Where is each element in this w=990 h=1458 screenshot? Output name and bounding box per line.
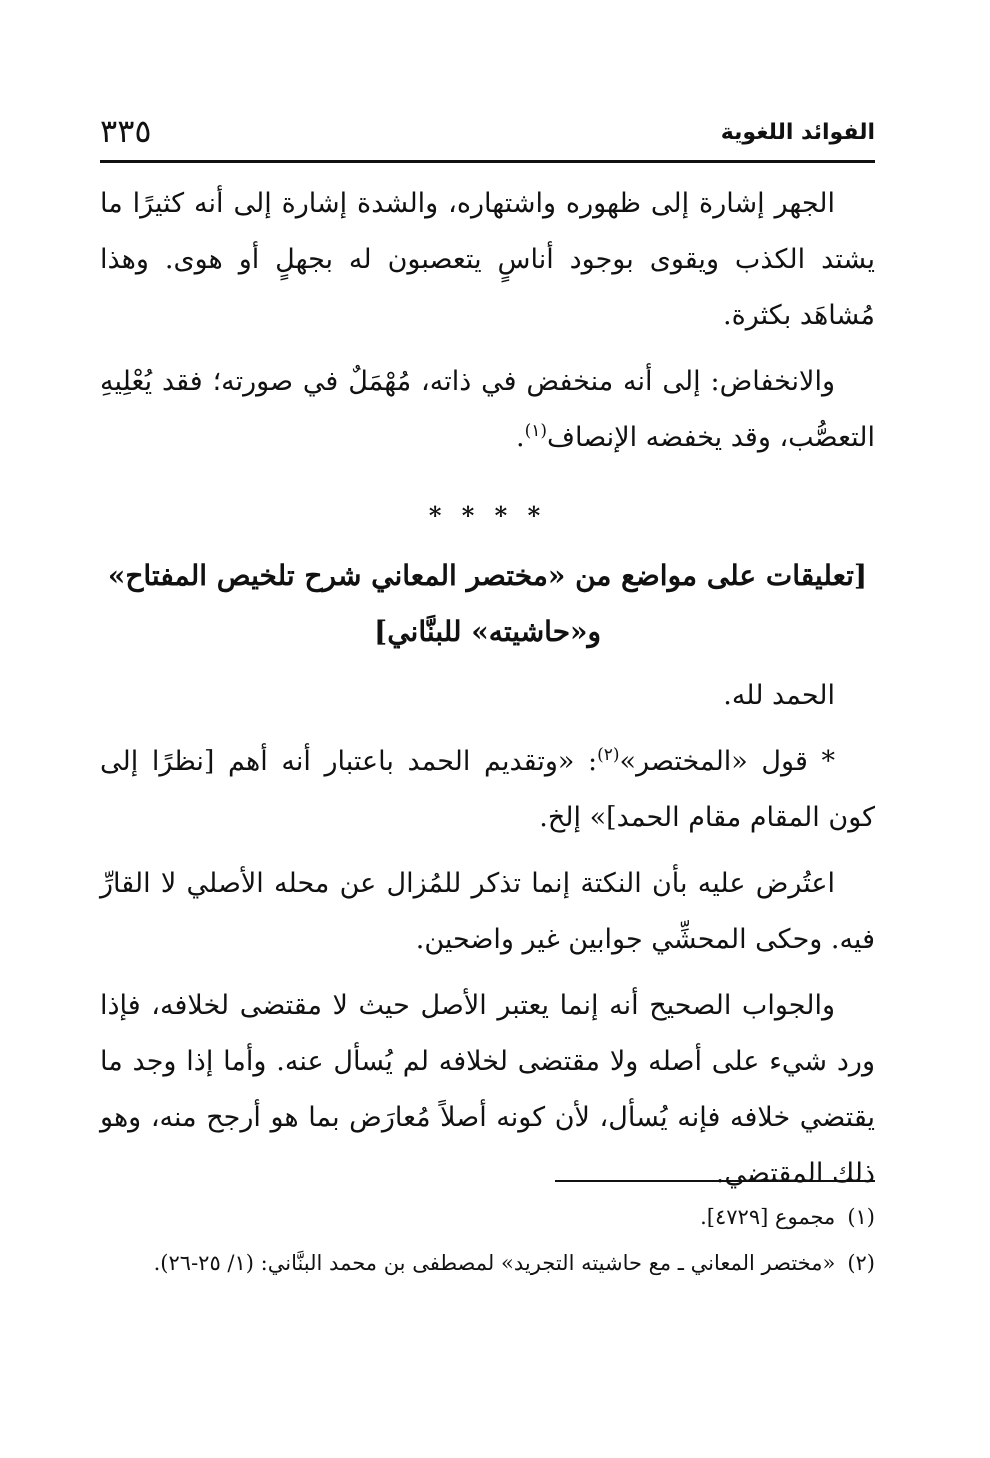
main-text <box>100 176 875 1212</box>
footnote-separator <box>555 1180 875 1182</box>
section-heading <box>100 548 875 660</box>
page-header <box>100 112 875 158</box>
header-rule <box>100 160 875 163</box>
paragraph-4-rest: : «وتقديم الحمد باعتبار أنه أهم [نظرًا إلى كون المقام مقام الحمد]» إلخ. <box>100 746 875 833</box>
footnote-text: «مختصر المعاني ـ مع حاشيته التجريد» لمصطفى بن محمد البنَّاني: (١/ ٢٥-٢٦). <box>153 1251 836 1275</box>
paragraph-3: الحمد لله. <box>723 680 835 711</box>
footnote-number: (١) <box>847 1205 875 1229</box>
paragraph-2-end: . <box>516 422 525 453</box>
paragraph-4-start: * قول «المختصر» <box>619 746 835 777</box>
paragraph-5: اعتُرض عليه بأن النكتة إنما تذكر للمُزال عن محله الأصلي لا القارِّ فيه. وحكى المحشِّي جوابين غير واضحين. <box>100 868 875 955</box>
section-separator: * * * * <box>428 501 547 530</box>
paragraph-4 <box>100 734 875 846</box>
footnote-text: مجموع [٤٧٢٩]. <box>700 1205 836 1229</box>
paragraph-6: والجواب الصحيح أنه إنما يعتبر الأصل حيث لا مقتضى لخلافه، فإذا ورد شيء على أصله ولا مقتضى لخلافه لم يُسأل عنه. وأما إذا وجد ما يقتضي خلافه فإنه يُسأل، لأن كونه أصلاً مُعارَض بما هو أرجح منه، وهو ذلك المقتضي. <box>100 990 875 1189</box>
footnote-ref-2: (٢) <box>597 745 620 765</box>
footnote-2 <box>100 1240 875 1286</box>
footnote-1 <box>100 1194 875 1240</box>
footnotes <box>100 1194 875 1286</box>
paragraph-1: الجهر إشارة إلى ظهوره واشتهاره، والشدة إشارة إلى أنه كثيرًا ما يشتد الكذب ويقوى بوجود أناسٍ يتعصبون له بجهلٍ أو هوى. وهذا مُشاهَد بكثرة. <box>100 188 875 331</box>
page-number: ٣٣٥ <box>100 112 152 150</box>
paragraph-2 <box>100 354 875 466</box>
section-heading-line-1: [تعليقات على مواضع من «مختصر المعاني شرح تلخيص المفتاح» <box>107 559 868 592</box>
section-heading-line-2: و«حاشيته» للبنَّاني] <box>373 615 602 648</box>
footnote-ref-1: (١) <box>524 421 548 441</box>
paragraph-2-text: والانخفاض: إلى أنه منخفض في ذاته، مُهْمَلٌ في صورته؛ فقد يُعْلِيهِ التعصُّب، وقد يخفضه الإنصاف <box>100 366 875 453</box>
footnote-number: (٢) <box>847 1251 875 1275</box>
running-title: الفوائد اللغوية <box>720 120 875 145</box>
